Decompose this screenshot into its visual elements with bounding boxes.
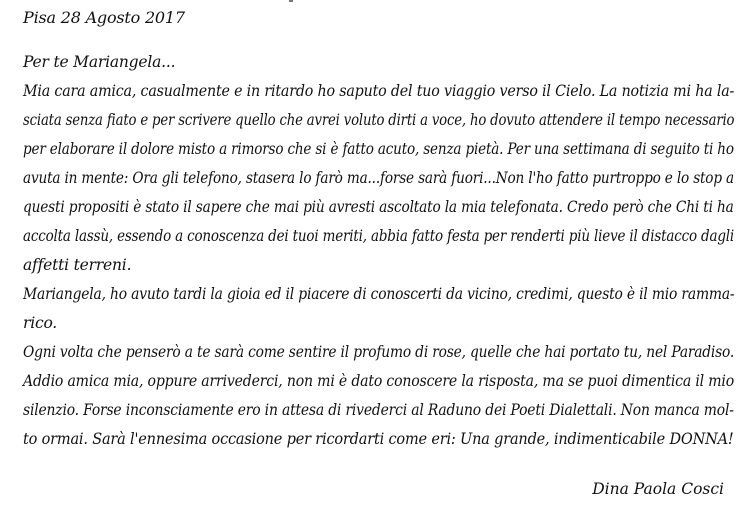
- letter-line: silenzio. Forse inconsciamente ero in attesa di rivederci al Raduno dei Poeti Dialettali. Non manca mol-: [23, 401, 734, 419]
- letter-line: questi propositi è stato il sapere che mai più avresti ascoltato la mia telefonata. Credo però che Chi ti ha: [23, 198, 734, 216]
- letter-line: to ormai. Sarà l'ennesima occasione per ricordarti come eri: Una grande, indimenticabile DONNA!: [23, 430, 734, 448]
- letter-line: affetti terreni.: [23, 256, 132, 274]
- letter-line: accolta lassù, essendo a conoscenza dei tuoi meriti, abbia fatto festa per renderti più lieve il distacco dagli: [23, 227, 735, 245]
- scan-mark: [289, 0, 293, 2]
- letter-line: rico.: [23, 314, 58, 332]
- letter-line: avuta in mente: Ora gli telefono, stasera lo farò ma...forse sarà fuori...Non l'ho fatto purtroppo e lo stop a: [23, 169, 734, 187]
- letter-date: Pisa 28 Agosto 2017: [23, 8, 185, 27]
- letter-line: sciata senza fiato e per scrivere quello che avrei voluto dirti a voce, ho dovuto attendere il tempo necessario: [23, 111, 735, 129]
- letter-signature: Dina Paola Cosci: [592, 480, 724, 498]
- letter-line: Addio amica mia, oppure arrivederci, non mi è dato conoscere la risposta, ma se puoi dimentica il mio: [23, 372, 734, 390]
- letter-line: Ogni volta che penserò a te sarà come sentire il profumo di rose, quelle che hai portato tu, nel Paradiso.: [23, 343, 735, 361]
- letter-line: Mariangela, ho avuto tardi la gioia ed il piacere di conoscerti da vicino, credimi, questo è il mio rammа-: [23, 285, 735, 303]
- letter-salutation: Per te Mariangela...: [23, 53, 176, 71]
- letter-line: Mia cara amica, casualmente e in ritardo ho saputo del tuo viaggio verso il Cielo. La notizia mi ha la-: [23, 82, 735, 100]
- letter-line: per elaborare il dolore misto a rimorso che si è fatto acuto, senza pietà. Per una settimana di seguito ti ho: [23, 140, 734, 158]
